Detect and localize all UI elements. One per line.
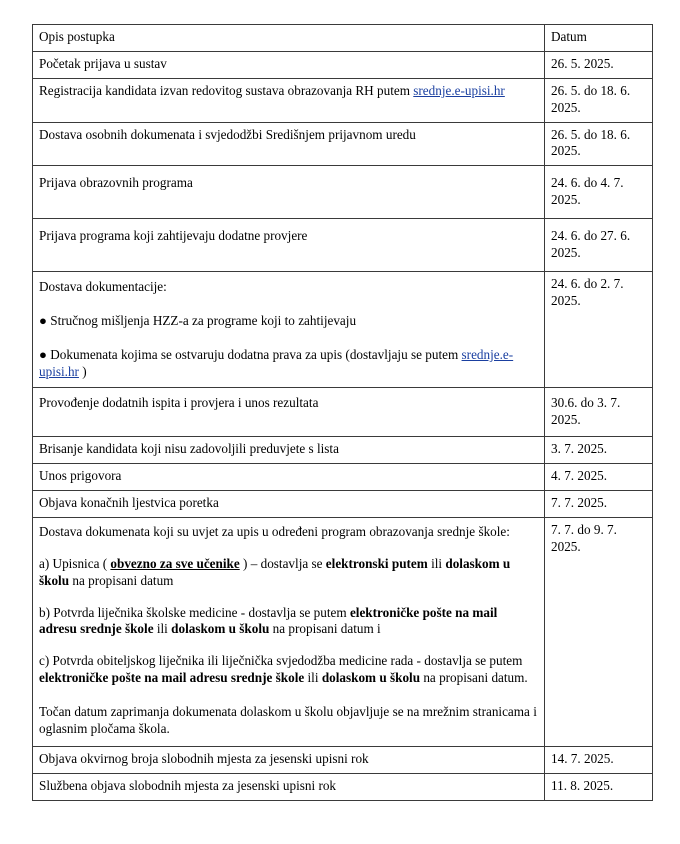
paragraph-segment: dolaskom u školu [39,555,511,588]
paragraph-segment: b) Potvrda liječnika školske medicine - dostavlja se putem [39,604,350,620]
upis-intro: Dostava dokumenata koji su uvjet za upis u određeni program obrazovanja srednje škole: [39,523,510,539]
row-date: 4. 7. 2025. [545,464,653,491]
table-row-highlight [33,491,653,518]
row-date: 7. 7. do 9. 7. 2025. [545,517,653,746]
paragraph-segment: elektroničke pošte na mail adresu srednje škole [39,670,305,686]
table-row [33,219,653,272]
row-date: 26. 5. do 18. 6. 2025. [545,78,653,122]
row-description: Prijava obrazovnih programa [33,166,545,219]
bullet-tail: ) [78,363,87,379]
bullet-text: Dokumenata kojima se ostvaruju dodatna prava za upis (dostavljaju se putem [50,346,462,362]
upis-paragraph-note [39,704,538,738]
table-row [33,388,653,437]
enrollment-schedule-table [32,24,653,801]
row-date: 26. 5. 2025. [545,51,653,78]
paragraph-segment: Točan datum zaprimanja dokumenata dolaskom u školu objavljuje se na mrežnim stranicama i oglasnim pločama škola. [39,704,537,737]
link-srednje-e-upisi[interactable]: srednje.e-upisi.hr [413,82,505,98]
column-header-date: Datum [545,25,653,52]
table-row [33,78,653,122]
paragraph-segment: obvezno za sve učenike [110,555,240,571]
paragraph-segment: dolaskom u školu [171,621,270,637]
table-row [33,773,653,800]
row-date: 3. 7. 2025. [545,437,653,464]
paragraph-segment: ) – dostavlja se [239,555,326,571]
table-row [33,122,653,166]
documentation-bullet-2: ● Dokumenata kojima se ostvaruju dodatna prava za upis (dostavljaju se putem srednje.e-upisi.hr ) [39,346,514,379]
documentation-intro: Dostava dokumentacije: [39,278,167,294]
paragraph-segment: elektroničke pošte na mail adresu srednje škole [39,604,498,637]
row-description: Unos prigovora [33,464,545,491]
paragraph-segment: na propisani datum [69,572,174,588]
paragraph-segment: c) Potvrda obiteljskog liječnika ili liječnička svjedodžba medicine rada - dostavlja se putem [39,653,523,669]
row-date: 7. 7. 2025. [545,491,653,518]
row-date: 24. 6. do 4. 7. 2025. [545,166,653,219]
table-row-highlight [33,166,653,219]
row-description: Prijava programa koji zahtijevaju dodatne provjere [33,219,545,272]
paragraph-segment: a) Upisnica ( [39,555,111,571]
row-description: Brisanje kandidata koji nisu zadovoljili preduvjete s lista [33,437,545,464]
paragraph-segment: na propisani datum. [420,670,528,686]
table-row [33,437,653,464]
row-description: Službena objava slobodnih mjesta za jesenski upisni rok [33,773,545,800]
paragraph-segment: dolaskom u školu [321,670,421,686]
table-row [33,746,653,773]
upis-paragraph-a [39,556,538,590]
table-row-upis-documents [33,517,653,746]
bullet-text: Stručnog mišljenja HZZ-a za programe koji to zahtijevaju [50,312,357,328]
upis-paragraph-b [39,605,538,639]
row-description [33,517,545,746]
row-date: 14. 7. 2025. [545,746,653,773]
link-srednje-e-upisi[interactable]: srednje.e-upisi.hr [39,346,514,379]
row-description-text: Registracija kandidata izvan redovitog sustava obrazovanja RH putem [39,82,414,98]
table-row-documentation [33,271,653,388]
table-row [33,464,653,491]
documentation-bullet-1: ● Stručnog mišljenja HZZ-a za programe koji to zahtijevaju [39,312,357,328]
row-description: Dostava osobnih dokumenata i svjedodžbi Središnjem prijavnom uredu [33,122,545,166]
paragraph-segment: na propisani datum i [269,621,381,637]
row-date: 26. 5. do 18. 6. 2025. [545,122,653,166]
paragraph-segment: ili [304,670,322,686]
row-description: Objava okvirnog broja slobodnih mjesta za jesenski upisni rok [33,746,545,773]
row-description: Provođenje dodatnih ispita i provjera i unos rezultata [33,388,545,437]
paragraph-segment: ili [427,555,446,571]
row-date: 30.6. do 3. 7. 2025. [545,388,653,437]
table-row [33,51,653,78]
row-date: 24. 6. do 2. 7. 2025. [545,271,653,388]
row-description: Objava konačnih ljestvica poretka [33,491,545,518]
paragraph-segment: ili [153,621,172,637]
row-description: Početak prijava u sustav [33,51,545,78]
upis-paragraph-c [39,653,538,687]
row-date: 24. 6. do 27. 6. 2025. [545,219,653,272]
row-description [33,78,545,122]
row-description [33,271,545,388]
table-header-row [33,25,653,52]
row-date: 11. 8. 2025. [545,773,653,800]
column-header-description: Opis postupka [33,25,545,52]
paragraph-segment: elektronski putem [325,555,428,571]
